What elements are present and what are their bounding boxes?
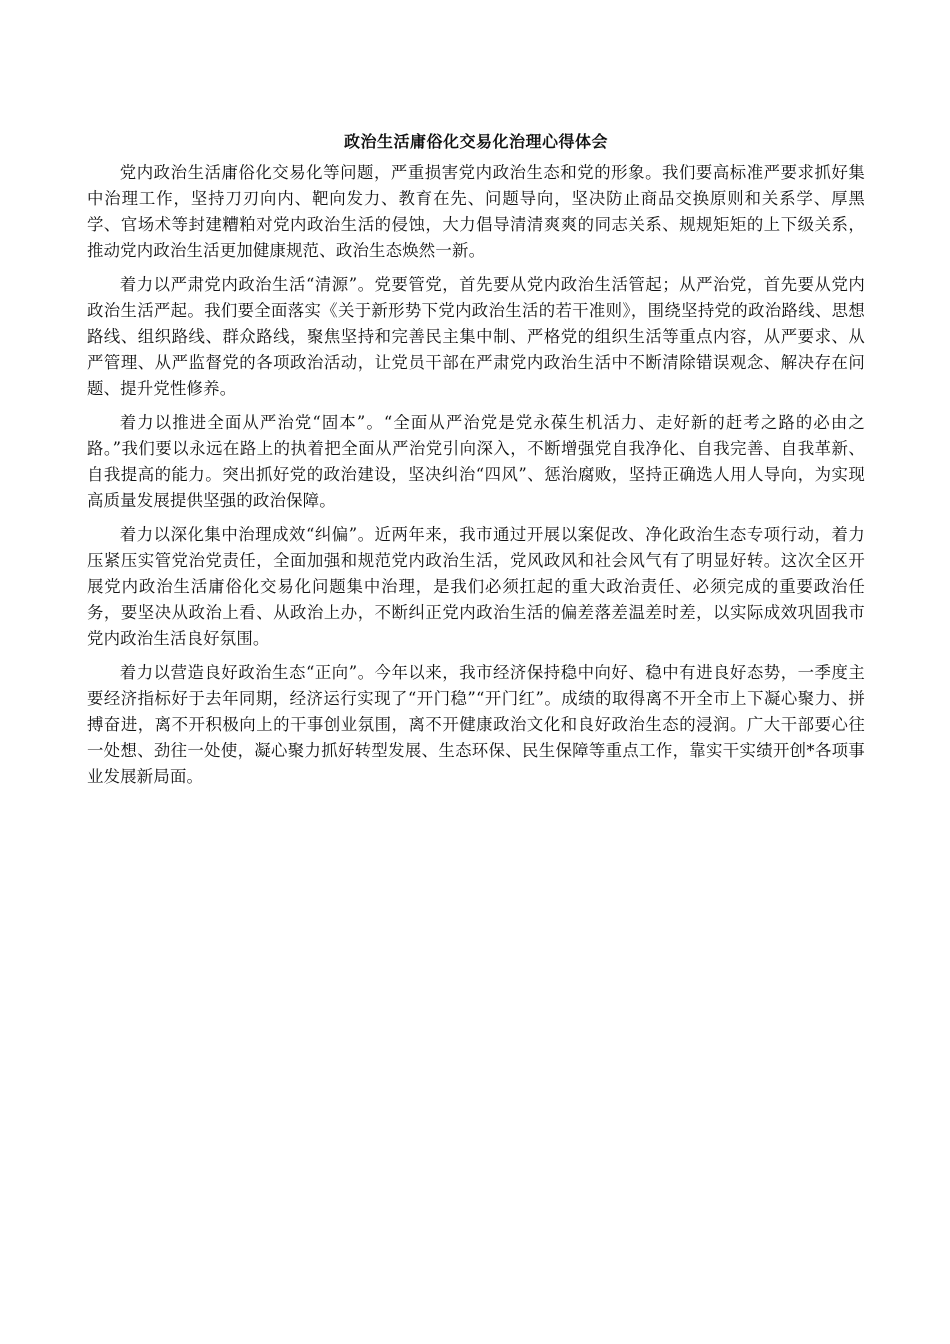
document-body [87, 128, 865, 798]
document-title: 政治生活庸俗化交易化治理心得体会 [343, 132, 608, 151]
paragraph-positive-direction: 着力以营造良好政治生态“正向”。今年以来，我市经济保持稳中向好、稳中有进良好态势，一季度主要经济指标好于去年同期，经济运行实现了“开门稳”“开门红”。成绩的取得离不开全市上下凝心聚力、拼搏奋进，离不开积极向上的干事创业氛围，离不开健康政治文化和良好政治生态的浸润。广大干部要心往一处想、劲往一处使，凝心聚力抓好转型发展、生态环保、民生保障等重点工作，靠实干实绩开创*各项事业发展新局面。 [87, 663, 865, 786]
paragraph-intro: 党内政治生活庸俗化交易化等问题，严重损害党内政治生态和党的形象。我们要高标准严要求抓好集中治理工作，坚持刀刃向内、靶向发力、教育在先、问题导向，坚决防止商品交换原则和关系学、厚黑学、官场术等封建糟粕对党内政治生活的侵蚀，大力倡导清清爽爽的同志关系、规规矩矩的上下级关系，推动党内政治生活更加健康规范、政治生态焕然一新。 [87, 163, 865, 260]
paragraph-clean-source: 着力以严肃党内政治生活“清源”。党要管党，首先要从党内政治生活管起；从严治党，首先要从党内政治生活严起。我们要全面落实《关于新形势下党内政治生活的若干准则》，围绕坚持党的政治路线、思想路线、组织路线、群众路线，聚焦坚持和完善民主集中制、严格党的组织生活等重点内容，从严要求、从严管理、从严监督党的各项政治活动，让党员干部在严肃党内政治生活中不断清除错误观念、解决存在问题、提升党性修养。 [87, 275, 865, 398]
paragraph-correct-deviation: 着力以深化集中治理成效“纠偏”。近两年来，我市通过开展以案促改、净化政治生态专项行动，着力压紧压实管党治党责任，全面加强和规范党内政治生活，党风政风和社会风气有了明显好转。这次全区开展党内政治生活庸俗化交易化问题集中治理，是我们必须扛起的重大政治责任、必须完成的重要政治任务，要坚决从政治上看、从政治上办，不断纠正党内政治生活的偏差落差温差时差，以实际成效巩固我市党内政治生活良好氛围。 [87, 525, 865, 648]
paragraph-consolidate-foundation: 着力以推进全面从严治党“固本”。“全面从严治党是党永葆生机活力、走好新的赶考之路的必由之路。”我们要以永远在路上的执着把全面从严治党引向深入，不断增强党自我净化、自我完善、自我革新、自我提高的能力。突出抓好党的政治建设，坚决纠治“四风”、惩治腐败，坚持正确选人用人导向，为实现高质量发展提供坚强的政治保障。 [87, 413, 865, 510]
